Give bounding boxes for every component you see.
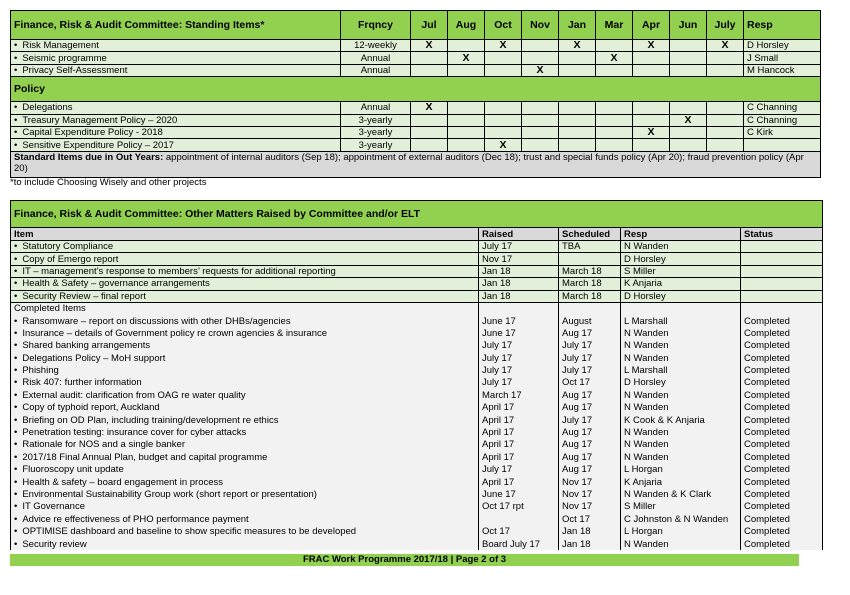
month-mark	[522, 52, 559, 64]
completed-item-row	[11, 538, 823, 550]
status: Completed	[741, 402, 823, 414]
completed-item-row	[11, 439, 823, 451]
status	[741, 290, 823, 302]
status	[741, 265, 823, 277]
month-mark	[707, 114, 744, 126]
month-mark	[670, 52, 707, 64]
raised: April 17	[479, 402, 559, 414]
item-name: • Security Review – final report	[11, 290, 479, 302]
month-mark	[596, 139, 633, 151]
column-header-row	[11, 228, 823, 241]
completed-item-row	[11, 426, 823, 438]
responsible: M Hancock	[744, 64, 821, 76]
month-header: Jun	[670, 11, 707, 40]
raised: June 17	[479, 488, 559, 500]
raised: July 17	[479, 340, 559, 352]
month-mark: X	[559, 40, 596, 52]
status: Completed	[741, 525, 823, 537]
frequency: Annual	[341, 52, 411, 64]
month-mark: X	[707, 40, 744, 52]
scheduled: Aug 17	[559, 327, 621, 339]
freq-header: Frqncy	[341, 11, 411, 40]
resp: D Horsley	[621, 290, 741, 302]
raised: July 17	[479, 352, 559, 364]
status: Completed	[741, 513, 823, 525]
item-name: • OPTIMISE dashboard and baseline to show specific measures to be developed	[11, 525, 479, 537]
month-header: Oct	[485, 11, 522, 40]
raised: Oct 17 rpt	[479, 501, 559, 513]
month-mark	[670, 64, 707, 76]
completed-item-row	[11, 464, 823, 476]
resp: S Miller	[621, 265, 741, 277]
standing-title: Finance, Risk & Audit Committee: Standing Items*	[11, 11, 341, 40]
raised: March 17	[479, 389, 559, 401]
scheduled: July 17	[559, 364, 621, 376]
item-name: • Health & safety – board engagement in process	[11, 476, 479, 488]
month-header: Aug	[448, 11, 485, 40]
month-mark: X	[411, 102, 448, 114]
month-mark	[448, 102, 485, 114]
completed-item-row	[11, 451, 823, 463]
month-header: Mar	[596, 11, 633, 40]
month-mark	[522, 102, 559, 114]
other-matters-table	[10, 200, 823, 550]
completed-item-row	[11, 352, 823, 364]
month-mark	[633, 139, 670, 151]
month-mark: X	[485, 40, 522, 52]
month-mark	[522, 126, 559, 138]
status: Completed	[741, 464, 823, 476]
raised: July 17	[479, 377, 559, 389]
completed-item-row	[11, 327, 823, 339]
completed-item-row	[11, 364, 823, 376]
completed-label-row	[11, 302, 823, 314]
month-mark	[559, 139, 596, 151]
standing-row	[11, 114, 821, 126]
item-name: • Copy of typhoid report, Auckland	[11, 402, 479, 414]
resp: K Anjaria	[621, 278, 741, 290]
resp: C Johnston & N Wanden	[621, 513, 741, 525]
scheduled-column-header: Scheduled	[559, 228, 621, 241]
month-mark	[707, 139, 744, 151]
item-name: • Shared banking arrangements	[11, 340, 479, 352]
raised: July 17	[479, 464, 559, 476]
raised: July 17	[479, 364, 559, 376]
month-mark	[596, 40, 633, 52]
raised: June 17	[479, 315, 559, 327]
scheduled: Jan 18	[559, 538, 621, 550]
resp: L Horgan	[621, 525, 741, 537]
month-mark	[596, 126, 633, 138]
status	[741, 241, 823, 253]
status: Completed	[741, 476, 823, 488]
status: Completed	[741, 315, 823, 327]
item-name: • Penetration testing: insurance cover for cyber attacks	[11, 426, 479, 438]
standing-row	[11, 139, 821, 151]
standing-items-table	[10, 10, 821, 178]
month-mark: X	[633, 126, 670, 138]
raised: Board July 17	[479, 538, 559, 550]
resp: N Wanden	[621, 327, 741, 339]
month-mark	[633, 52, 670, 64]
scheduled: TBA	[559, 241, 621, 253]
resp-column-header: Resp	[621, 228, 741, 241]
item-name: • IT – management’s response to members’ requests for additional reporting	[11, 265, 479, 277]
raised: April 17	[479, 451, 559, 463]
completed-label: Completed Items	[11, 302, 479, 314]
footnote: *to include Choosing Wisely and other projects	[10, 177, 207, 188]
frequency: 3-yearly	[341, 126, 411, 138]
standing-row	[11, 102, 821, 114]
month-mark	[522, 139, 559, 151]
status: Completed	[741, 439, 823, 451]
scheduled: Aug 17	[559, 464, 621, 476]
month-mark	[670, 102, 707, 114]
open-item-row	[11, 290, 823, 302]
responsible: J Small	[744, 52, 821, 64]
month-mark	[448, 139, 485, 151]
resp: L Marshall	[621, 364, 741, 376]
resp: K Cook & K Anjaria	[621, 414, 741, 426]
month-mark	[448, 114, 485, 126]
month-header: Nov	[522, 11, 559, 40]
item-name: • Environmental Sustainability Group work (short report or presentation)	[11, 488, 479, 500]
status: Completed	[741, 340, 823, 352]
raised: April 17	[479, 426, 559, 438]
resp: D Horsley	[621, 253, 741, 265]
policy-label: Policy	[11, 77, 821, 102]
month-mark	[485, 102, 522, 114]
raised: Nov 17	[479, 253, 559, 265]
month-mark: X	[670, 114, 707, 126]
item-name: • Privacy Self-Assessment	[11, 64, 341, 76]
resp: N Wanden	[621, 426, 741, 438]
item-name: • Advice re effectiveness of PHO performance payment	[11, 513, 479, 525]
month-mark	[707, 64, 744, 76]
resp: N Wanden	[621, 352, 741, 364]
completed-item-row	[11, 476, 823, 488]
resp: D Horsley	[621, 377, 741, 389]
scheduled: Nov 17	[559, 488, 621, 500]
other-title: Finance, Risk & Audit Committee: Other Matters Raised by Committee and/or ELT	[11, 201, 823, 228]
month-mark	[411, 114, 448, 126]
responsible	[744, 139, 821, 151]
page-footer: FRAC Work Programme 2017/18 | Page 2 of 3	[10, 554, 799, 566]
item-name: • Phishing	[11, 364, 479, 376]
completed-item-row	[11, 501, 823, 513]
raised: June 17	[479, 327, 559, 339]
scheduled: Aug 17	[559, 439, 621, 451]
item-name: • External audit: clarification from OAG re water quality	[11, 389, 479, 401]
month-mark	[596, 102, 633, 114]
raised: April 17	[479, 439, 559, 451]
item-name: • Fluoroscopy unit update	[11, 464, 479, 476]
completed-item-row	[11, 389, 823, 401]
raised: April 17	[479, 476, 559, 488]
month-mark: X	[448, 52, 485, 64]
item-name: • IT Governance	[11, 501, 479, 513]
month-mark: X	[633, 40, 670, 52]
scheduled: Aug 17	[559, 402, 621, 414]
scheduled: Aug 17	[559, 426, 621, 438]
open-item-row	[11, 265, 823, 277]
scheduled: Nov 17	[559, 501, 621, 513]
item-name: • Copy of Emergo report	[11, 253, 479, 265]
item-name: • Security review	[11, 538, 479, 550]
completed-item-row	[11, 377, 823, 389]
status: Completed	[741, 501, 823, 513]
scheduled: July 17	[559, 340, 621, 352]
month-mark	[596, 64, 633, 76]
other-header-row	[11, 201, 823, 228]
month-mark	[707, 102, 744, 114]
status: Completed	[741, 451, 823, 463]
scheduled: March 18	[559, 265, 621, 277]
month-header: July	[707, 11, 744, 40]
resp: K Anjaria	[621, 476, 741, 488]
resp: N Wanden	[621, 389, 741, 401]
month-mark	[559, 114, 596, 126]
resp: L Marshall	[621, 315, 741, 327]
scheduled: March 18	[559, 290, 621, 302]
status: Completed	[741, 538, 823, 550]
empty-cell	[621, 302, 741, 314]
item-name: • Risk 407: further information	[11, 377, 479, 389]
status: Completed	[741, 352, 823, 364]
raised: July 17	[479, 241, 559, 253]
item-name: • Rationale for NOS and a single banker	[11, 439, 479, 451]
completed-item-row	[11, 525, 823, 537]
completed-item-row	[11, 488, 823, 500]
month-mark	[559, 64, 596, 76]
month-mark	[411, 126, 448, 138]
month-mark	[448, 126, 485, 138]
item-name: • Sensitive Expenditure Policy – 2017	[11, 139, 341, 151]
scheduled: Oct 17	[559, 377, 621, 389]
month-mark: X	[596, 52, 633, 64]
scheduled: Oct 17	[559, 513, 621, 525]
raised-column-header: Raised	[479, 228, 559, 241]
responsible: C Channing	[744, 102, 821, 114]
open-item-row	[11, 241, 823, 253]
completed-item-row	[11, 340, 823, 352]
month-mark	[670, 139, 707, 151]
month-mark	[670, 40, 707, 52]
empty-cell	[559, 302, 621, 314]
frequency: 3-yearly	[341, 114, 411, 126]
scheduled: Jan 18	[559, 525, 621, 537]
frequency: Annual	[341, 102, 411, 114]
month-mark: X	[485, 139, 522, 151]
scheduled: July 17	[559, 352, 621, 364]
resp: S Miller	[621, 501, 741, 513]
scheduled: July 17	[559, 414, 621, 426]
status: Completed	[741, 377, 823, 389]
status: Completed	[741, 426, 823, 438]
status: Completed	[741, 364, 823, 376]
standing-row	[11, 126, 821, 138]
completed-item-row	[11, 513, 823, 525]
resp: L Horgan	[621, 464, 741, 476]
month-mark	[633, 64, 670, 76]
month-mark	[485, 64, 522, 76]
month-mark	[485, 126, 522, 138]
scheduled: Aug 17	[559, 451, 621, 463]
frequency: Annual	[341, 64, 411, 76]
raised: April 17	[479, 414, 559, 426]
out-years-label: Standard Items due in Out Years:	[14, 151, 164, 163]
responsible: C Kirk	[744, 126, 821, 138]
resp: N Wanden & K Clark	[621, 488, 741, 500]
responsible: D Horsley	[744, 40, 821, 52]
raised: Oct 17	[479, 525, 559, 537]
scheduled: August	[559, 315, 621, 327]
raised: Jan 18	[479, 290, 559, 302]
scheduled: Nov 17	[559, 476, 621, 488]
open-item-row	[11, 278, 823, 290]
item-name: • Briefing on OD Plan, including training/development re ethics	[11, 414, 479, 426]
raised	[479, 513, 559, 525]
month-mark	[485, 114, 522, 126]
resp: N Wanden	[621, 451, 741, 463]
month-header: Jan	[559, 11, 596, 40]
open-item-row	[11, 253, 823, 265]
status: Completed	[741, 389, 823, 401]
month-mark	[633, 114, 670, 126]
completed-item-row	[11, 315, 823, 327]
completed-item-row	[11, 414, 823, 426]
month-mark	[559, 126, 596, 138]
month-mark	[411, 64, 448, 76]
status	[741, 278, 823, 290]
month-mark	[411, 52, 448, 64]
standing-header-row	[11, 11, 821, 40]
status: Completed	[741, 414, 823, 426]
scheduled: March 18	[559, 278, 621, 290]
item-name: • Statutory Compliance	[11, 241, 479, 253]
raised: Jan 18	[479, 278, 559, 290]
standing-row	[11, 64, 821, 76]
month-mark	[522, 40, 559, 52]
item-name: • Health & Safety – governance arrangements	[11, 278, 479, 290]
item-name: • Treasury Management Policy – 2020	[11, 114, 341, 126]
out-years-cell	[11, 151, 821, 177]
empty-cell	[741, 302, 823, 314]
item-column-header: Item	[11, 228, 479, 241]
item-name: • Risk Management	[11, 40, 341, 52]
status: Completed	[741, 327, 823, 339]
out-years-row	[11, 151, 821, 177]
empty-cell	[479, 302, 559, 314]
month-mark: X	[411, 40, 448, 52]
item-name: • 2017/18 Final Annual Plan, budget and capital programme	[11, 451, 479, 463]
month-mark	[670, 126, 707, 138]
month-header: Jul	[411, 11, 448, 40]
resp: N Wanden	[621, 439, 741, 451]
completed-item-row	[11, 402, 823, 414]
month-mark	[448, 64, 485, 76]
status	[741, 253, 823, 265]
standing-row	[11, 40, 821, 52]
month-header: Apr	[633, 11, 670, 40]
responsible: C Channing	[744, 114, 821, 126]
raised: Jan 18	[479, 265, 559, 277]
resp: N Wanden	[621, 538, 741, 550]
status: Completed	[741, 488, 823, 500]
item-name: • Capital Expenditure Policy - 2018	[11, 126, 341, 138]
scheduled	[559, 253, 621, 265]
month-mark: X	[522, 64, 559, 76]
item-name: • Delegations Policy – MoH support	[11, 352, 479, 364]
month-mark	[559, 102, 596, 114]
out-years-text: appointment of internal auditors (Sep 18); appointment of external auditors (Dec 18); trust and special funds policy (Apr 20); fraud prevention policy (Apr 20)	[14, 151, 804, 174]
frequency: 12-weekly	[341, 40, 411, 52]
resp: N Wanden	[621, 402, 741, 414]
status-column-header: Status	[741, 228, 823, 241]
month-mark	[596, 114, 633, 126]
month-mark	[448, 40, 485, 52]
item-name: • Insurance – details of Government policy re crown agencies & insurance	[11, 327, 479, 339]
resp: N Wanden	[621, 340, 741, 352]
month-mark	[707, 126, 744, 138]
policy-section-row	[11, 77, 821, 102]
resp-header: Resp	[744, 11, 821, 40]
scheduled: Aug 17	[559, 389, 621, 401]
item-name: • Seismic programme	[11, 52, 341, 64]
month-mark	[522, 114, 559, 126]
item-name: • Delegations	[11, 102, 341, 114]
frequency: 3-yearly	[341, 139, 411, 151]
month-mark	[411, 139, 448, 151]
standing-row	[11, 52, 821, 64]
month-mark	[485, 52, 522, 64]
resp: N Wanden	[621, 241, 741, 253]
item-name: • Ransomware – report on discussions with other DHBs/agencies	[11, 315, 479, 327]
month-mark	[633, 102, 670, 114]
month-mark	[707, 52, 744, 64]
month-mark	[559, 52, 596, 64]
